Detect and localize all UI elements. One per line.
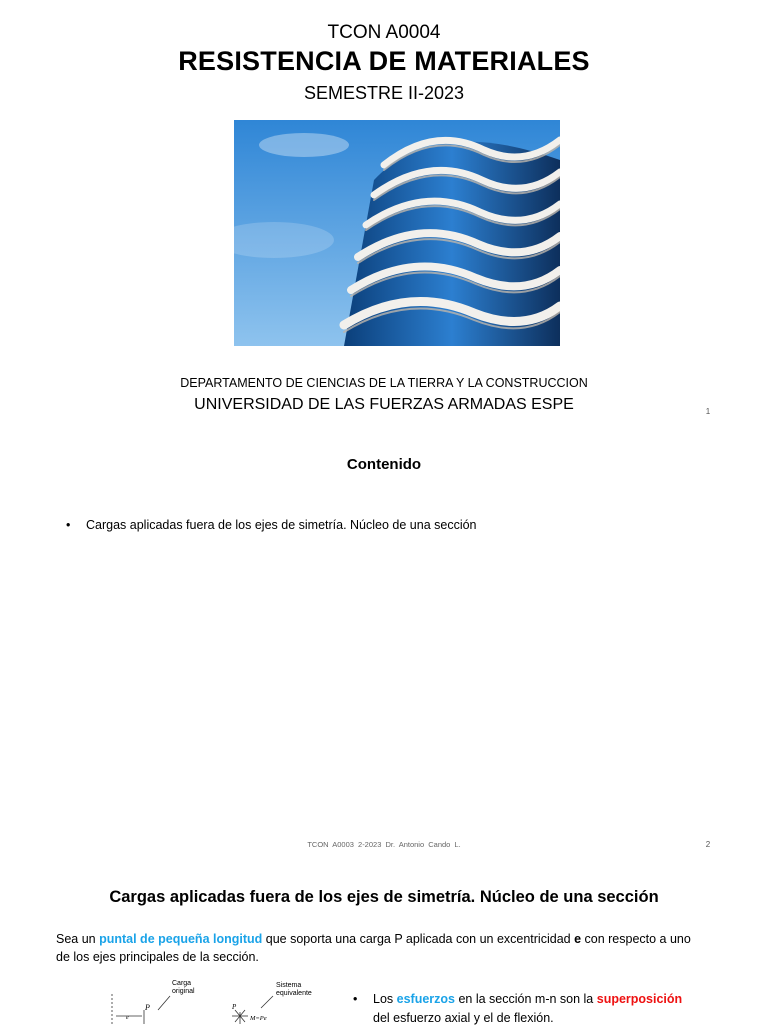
slide-footer: TCON A0003 2-2023 Dr. Antonio Cando L. (307, 840, 461, 849)
moment-label: M=Pe (250, 1015, 267, 1022)
bullet-text: en la sección m-n son la (455, 992, 597, 1006)
bullet-text: Los (373, 992, 397, 1006)
eccentricity-symbol: e (574, 932, 582, 946)
department-name: DEPARTAMENTO DE CIENCIAS DE LA TIERRA Y LA CONSTRUCCION (180, 376, 588, 390)
strut-figure (108, 976, 328, 1024)
paragraph-text: Sea un (56, 932, 100, 946)
semester-label: SEMESTRE II-2023 (303, 83, 465, 103)
strut-diagram (108, 976, 328, 1024)
bullet-glyph: • (353, 992, 358, 1006)
toc-item-text: Cargas aplicadas fuera de los ejes de simetría. Núcleo de una sección (86, 518, 477, 532)
bullet-text: del esfuerzo axial y el de flexión. (373, 1011, 554, 1025)
eccentricity-label: e (126, 1015, 129, 1021)
paragraph-text: con respecto a uno de los ejes principales de la sección. (56, 932, 691, 964)
course-title: RESISTENCIA DE MATERIALES (178, 46, 590, 76)
hero-building-image (234, 120, 560, 346)
figure-label-equivalent: Sistema equivalente (276, 982, 312, 997)
list-item (353, 990, 713, 1028)
highlight-term: esfuerzos (396, 992, 455, 1006)
bullet-glyph: • (66, 518, 71, 532)
load-symbol: P (232, 1003, 237, 1011)
contents-heading: Contenido (346, 456, 422, 473)
page-number: 1 (705, 407, 711, 416)
intro-paragraph (56, 930, 706, 966)
highlight-term: puntal de pequeña longitud (99, 932, 263, 946)
list-item (66, 518, 477, 532)
load-symbol: P (145, 1003, 150, 1012)
university-name: UNIVERSIDAD DE LAS FUERZAS ARMADAS ESPE (194, 396, 574, 413)
paragraph-text: que soporta una carga P aplicada con un excentricidad (262, 932, 575, 946)
page-number: 2 (705, 840, 711, 849)
highlight-term-red: superposición (596, 992, 683, 1006)
course-code: TCON A0004 (327, 22, 441, 43)
section-title: Cargas aplicadas fuera de los ejes de simetría. Núcleo de una sección (109, 888, 659, 906)
figure-label-original: Carga original (172, 980, 195, 995)
